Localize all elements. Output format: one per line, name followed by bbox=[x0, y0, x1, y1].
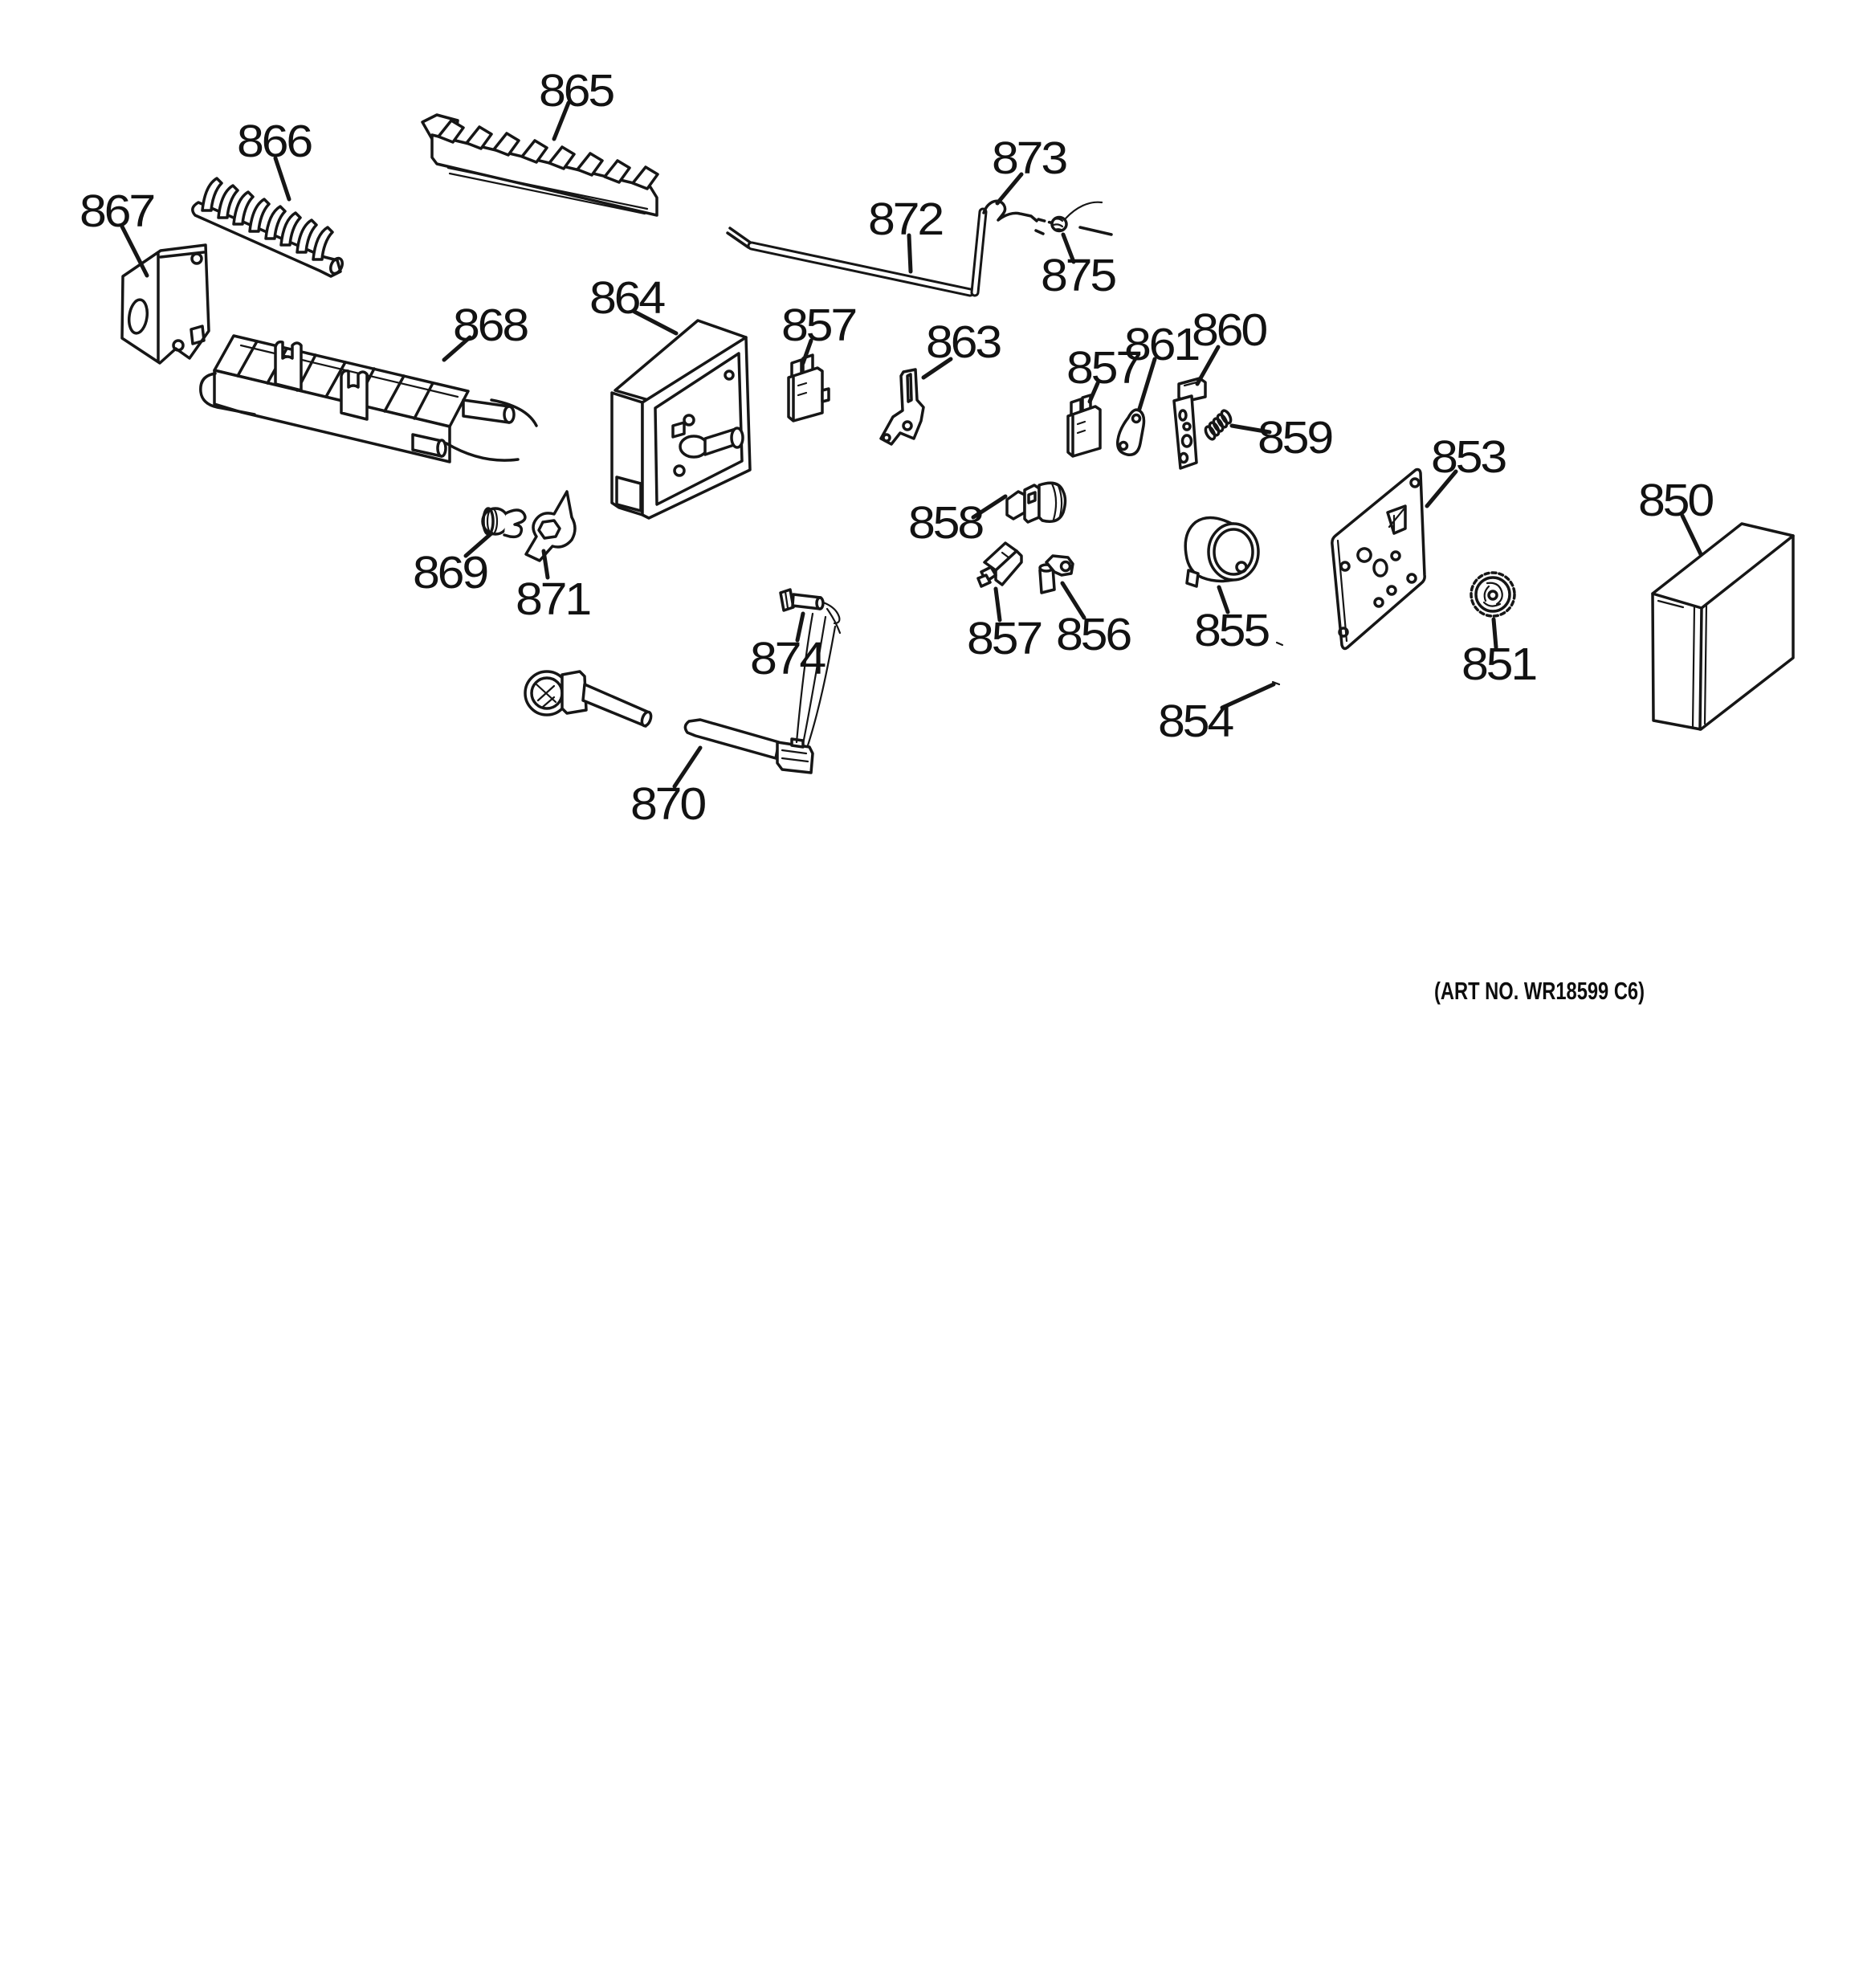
callout-875: 875 bbox=[1041, 250, 1116, 301]
callout-872: 872 bbox=[868, 194, 943, 245]
part-864-module-housing bbox=[612, 320, 750, 518]
callout-874: 874 bbox=[750, 633, 826, 684]
callout-860: 860 bbox=[1192, 304, 1267, 356]
part-850-cover bbox=[1653, 524, 1793, 729]
callout-864: 864 bbox=[589, 272, 666, 324]
part-865-ice-stripper bbox=[422, 115, 658, 215]
callout-857b: 857 bbox=[1066, 342, 1141, 394]
callout-868: 868 bbox=[453, 300, 528, 351]
part-859-spring bbox=[1204, 409, 1233, 440]
callout-857a: 857 bbox=[781, 300, 856, 351]
part-855-motor bbox=[1185, 517, 1258, 586]
art-number: (ART NO. WR18599 C6) bbox=[1434, 977, 1645, 1005]
part-866-ice-ejector bbox=[193, 178, 344, 276]
callout-850: 850 bbox=[1638, 475, 1714, 526]
part-869-thermostat bbox=[483, 508, 525, 537]
callout-858: 858 bbox=[908, 497, 984, 549]
part-867-mounting-bracket bbox=[122, 245, 209, 363]
part-857b-switch bbox=[1068, 395, 1100, 456]
callout-870: 870 bbox=[630, 778, 706, 830]
callout-857c: 857 bbox=[967, 613, 1042, 664]
callout-851: 851 bbox=[1461, 639, 1536, 690]
part-853-mounting-plate bbox=[1332, 470, 1425, 649]
callout-853: 853 bbox=[1431, 431, 1506, 483]
part-854-wire-guide bbox=[1273, 643, 1290, 684]
part-857c-switch bbox=[978, 543, 1021, 586]
part-858-valve-stem bbox=[1007, 483, 1066, 522]
callout-854: 854 bbox=[1158, 696, 1234, 747]
part-861-gasket bbox=[1118, 410, 1144, 455]
callout-867: 867 bbox=[79, 186, 154, 237]
callout-856: 856 bbox=[1056, 609, 1131, 660]
part-863-lever bbox=[881, 369, 923, 444]
part-868-icemaker-mold bbox=[201, 336, 536, 462]
callout-859: 859 bbox=[1258, 412, 1332, 463]
callout-869: 869 bbox=[413, 547, 487, 598]
callout-labels bbox=[79, 65, 1713, 830]
callout-863: 863 bbox=[926, 316, 1001, 368]
part-851-bearing bbox=[1471, 573, 1514, 616]
part-871-wing-gasket bbox=[526, 492, 575, 561]
callout-871: 871 bbox=[516, 574, 590, 625]
callout-855: 855 bbox=[1194, 605, 1270, 656]
part-860-bracket bbox=[1174, 378, 1205, 468]
part-875-clip bbox=[1036, 202, 1111, 235]
part-856-clamp bbox=[1040, 556, 1073, 593]
callout-865: 865 bbox=[539, 65, 614, 116]
part-857a-switch bbox=[789, 355, 829, 421]
callout-861: 861 bbox=[1124, 319, 1199, 370]
callout-866: 866 bbox=[237, 116, 312, 167]
callout-873: 873 bbox=[992, 133, 1067, 184]
